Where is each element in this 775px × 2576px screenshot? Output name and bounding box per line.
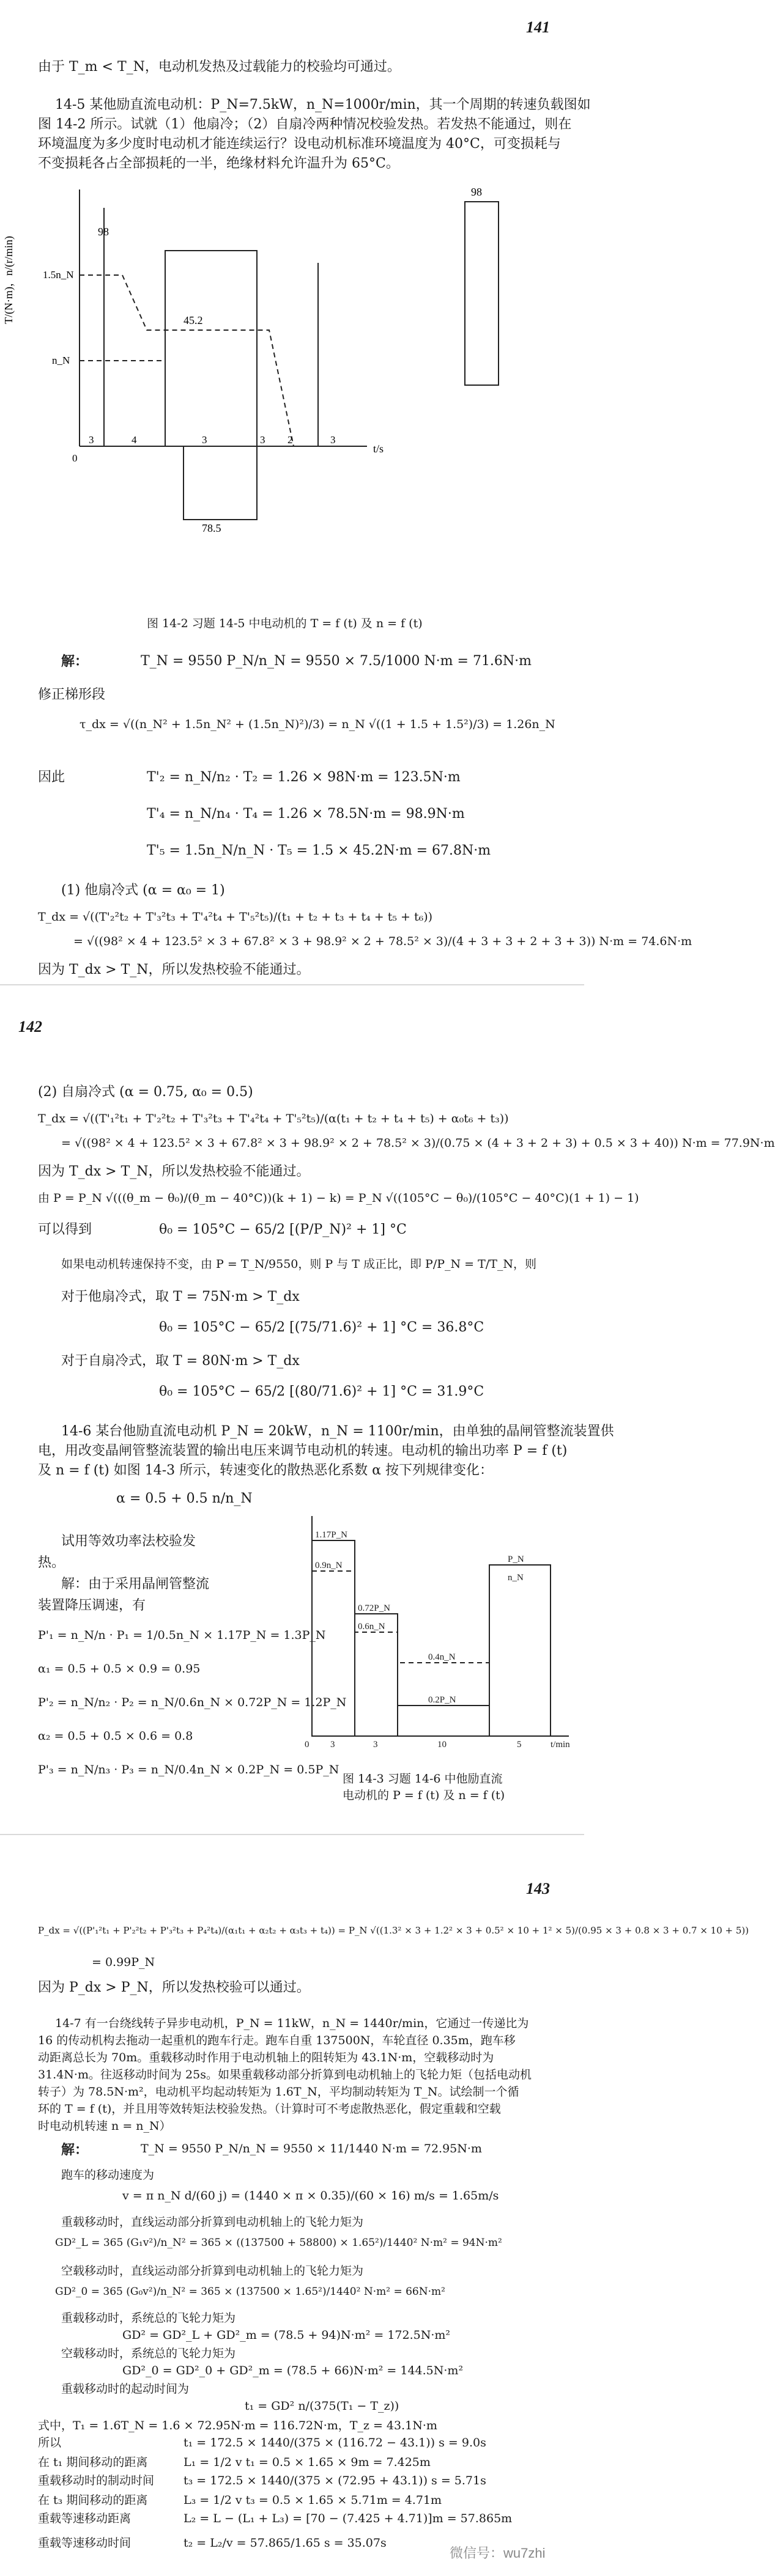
interval-label: 3: [202, 434, 207, 446]
formula: P'₂ = n_N/n₂ · P₂ = n_N/0.6n_N × 0.72P_N = 1.2P_N: [38, 1696, 347, 1709]
speed-label: n_N: [508, 1573, 524, 1583]
formula: α = 0.5 + 0.5 n/n_N: [116, 1491, 253, 1506]
page-number-143: 143: [526, 1880, 550, 1897]
figure-14-2: [0, 177, 584, 617]
text-line: 重载移动时的起动时间为: [61, 2382, 190, 2396]
text-line: 装置降压调速，有: [38, 1598, 146, 1613]
text-line: 由于 T_m < T_N，电动机发热及过载能力的校验均可通过。: [38, 59, 401, 75]
formula: P_dx = √((P'₁²t₁ + P'₂²t₂ + P'₃²t₃ + P₄²t₄)/(α₁t₁ + α₂t₂ + α₃t₃ + t₄)) = P_N √((1.3² × 3 + 1.2² × 3 + 0.5² × 10 + 1² × 5)/(0.95 × 3 + 0.8 × 3 + 0.7 × 10 + 5)): [38, 1925, 749, 1936]
formula: t₁ = GD² n/(375(T₁ − T_z)): [245, 2399, 399, 2413]
formula: t₁ = 172.5 × 1440/(375 × (116.72 − 43.1)) s = 9.0s: [184, 2436, 486, 2449]
text-line: 重载等速移动距离: [38, 2512, 132, 2525]
text-line: 因为 T_dx > T_N，所以发热校验不能通过。: [38, 1164, 310, 1179]
text-line: (1) 他扇冷式 (α = α₀ = 1): [61, 883, 225, 898]
speed-label: 0.6n_N: [358, 1622, 385, 1632]
text-line: 重载等速移动时间: [38, 2536, 132, 2550]
formula: T_dx = √((T'₂²t₂ + T'₃²t₃ + T'₄²t₄ + T'₅²t₅)/(t₁ + t₂ + t₃ + t₄ + t₅ + t₆)): [38, 910, 433, 924]
solution-label: 解：: [61, 653, 89, 669]
formula: v = π n_N d/(60 j) = (1440 × π × 0.35)/(60 × 16) m/s = 1.65m/s: [122, 2189, 499, 2202]
value-label: 45.2: [184, 314, 203, 326]
text-line: 所以: [38, 2436, 62, 2449]
text-line: 式中，T₁ = 1.6T_N = 1.6 × 72.95N·m = 116.72N·m，T_z = 43.1N·m: [38, 2419, 437, 2432]
value-label: 0.2P_N: [428, 1695, 456, 1705]
x-axis-label: t/s: [373, 443, 384, 455]
formula: T_N = 9550 P_N/n_N = 9550 × 11/1440 N·m = 72.95N·m: [141, 2142, 482, 2155]
text-line: 试用等效功率法校验发: [61, 1534, 196, 1549]
text-line: 修正梯形段: [38, 687, 106, 702]
problem-14-7-text: 动距离总长为 70m。重载移动时作用于电动机轴上的阻转矩为 43.1N·m，空载移动时为: [38, 2051, 494, 2064]
value-label: 98: [471, 186, 482, 198]
text-line: 空载移动时，直线运动部分折算到电动机轴上的飞轮力矩为: [61, 2264, 364, 2278]
formula: L₂ = L − (L₁ + L₃) = [70 − (7.425 + 4.71)]m = 57.865m: [184, 2512, 513, 2525]
formula: τ_dx = √((n_N² + 1.5n_N² + (1.5n_N)²)/3) = n_N √((1 + 1.5 + 1.5²)/3) = 1.26n_N: [80, 718, 555, 731]
text-line: 解：由于采用晶闸管整流: [61, 1577, 210, 1592]
interval-label: 10: [437, 1740, 447, 1750]
interval-label: 3: [373, 1740, 378, 1750]
interval-label: 3: [330, 1740, 335, 1750]
speed-label: n_N: [52, 355, 70, 366]
watermark: 微信号：wu7zhi: [450, 2545, 546, 2561]
formula: α₂ = 0.5 + 0.5 × 0.6 = 0.8: [38, 1729, 193, 1743]
interval-label: 5: [517, 1740, 522, 1750]
value-label: 1.17P_N: [315, 1530, 347, 1540]
speed-label: 1.5n_N: [43, 269, 74, 281]
formula: T'₂ = n_N/n₂ · T₂ = 1.26 × 98N·m = 123.5N·m: [147, 770, 461, 785]
page-number-141: 141: [526, 18, 550, 36]
text-line: (2) 自扇冷式 (α = 0.75, α₀ = 0.5): [38, 1084, 253, 1100]
formula: T'₅ = 1.5n_N/n_N · T₅ = 1.5 × 45.2N·m = 67.8N·m: [147, 843, 491, 858]
solution-label: 解：: [61, 2142, 89, 2158]
interval-label: 3: [89, 434, 94, 446]
problem-14-5-text: 14-5 某他励直流电动机：P_N=7.5kW，n_N=1000r/min，其一个周期的转速负载图如: [55, 97, 591, 112]
text-line: 在 t₃ 期间移动的距离: [38, 2493, 148, 2507]
problem-14-6-text: 电，用改变晶闸管整流装置的输出电压来调节电动机的转速。电动机的输出功率 P = f (t): [38, 1443, 568, 1459]
interval-label: 3: [330, 434, 336, 446]
formula: P'₁ = n_N/n · P₁ = 1/0.5n_N × 1.17P_N = 1.3P_N: [38, 1628, 326, 1642]
formula: θ₀ = 105°C − 65/2 [(75/71.6)² + 1] °C = 36.8°C: [159, 1320, 484, 1335]
problem-14-7-text: 31.4N·m。往返移动时间为 25s。如果重载移动部分折算到电动机轴上的飞轮力矩（包括电动机: [38, 2068, 532, 2081]
page-separator: [0, 1834, 584, 1835]
speed-label: 0.4n_N: [428, 1652, 456, 1662]
text-line: 因为 T_dx > T_N，所以发热校验不能通过。: [38, 962, 310, 977]
text-line: 对于他扇冷式，取 T = 75N·m > T_dx: [61, 1289, 300, 1305]
formula: = 0.99P_N: [92, 1956, 155, 1969]
formula: GD²_0 = 365 (G₀v²)/n_N² = 365 × (137500 × 1.65²)/1440² N·m² = 66N·m²: [55, 2286, 445, 2298]
formula: L₃ = 1/2 v t₃ = 0.5 × 1.65 × 5.71m = 4.71m: [184, 2493, 442, 2507]
interval-label: 4: [132, 434, 137, 446]
origin-label: 0: [305, 1740, 310, 1750]
text-line: 可以得到: [38, 1222, 92, 1237]
problem-14-7-text: 转子）为 78.5N·m²，电动机平均起动转矩为 1.6T_N，平均制动转矩为 T_N。试绘制一个循: [38, 2085, 519, 2099]
text-line: 热。: [38, 1555, 65, 1570]
formula: 由 P = P_N √(((θ_m − θ₀)/(θ_m − 40°C))(k + 1) − k) = P_N √((105°C − θ₀)/(105°C − 40°C)(1 + 1) − 1): [38, 1191, 639, 1205]
text-line: 空载移动时，系统总的飞轮力矩为: [61, 2347, 236, 2360]
figure-14-3: [287, 1504, 581, 1761]
page-separator: [0, 984, 584, 985]
problem-14-7-text: 14-7 有一台绕线转子异步电动机，P_N = 11kW，n_N = 1440r/min，它通过一传递比为: [55, 2017, 529, 2030]
formula: T_N = 9550 P_N/n_N = 9550 × 7.5/1000 N·m = 71.6N·m: [141, 653, 532, 669]
problem-14-5-text: 不变损耗各占全部损耗的一半，绝缘材料允许温升为 65°C。: [38, 156, 399, 171]
formula: L₁ = 1/2 v t₁ = 0.5 × 1.65 × 9m = 7.425m: [184, 2456, 431, 2469]
figure-caption: 图 14-3 习题 14-6 中他励直流: [343, 1772, 503, 1786]
value-label: 0.72P_N: [358, 1603, 390, 1613]
text-line: 重载移动时的制动时间: [38, 2474, 155, 2487]
problem-14-7-text: 时电动机转速 n = n_N）: [38, 2119, 171, 2133]
text-line: 因此: [38, 770, 65, 785]
page-number-142: 142: [18, 1018, 42, 1036]
formula: P'₃ = n_N/n₃ · P₃ = n_N/0.4n_N × 0.2P_N = 0.5P_N: [38, 1763, 339, 1776]
value-label: 98: [98, 226, 109, 238]
text-line: 重载移动时，系统总的飞轮力矩为: [61, 2311, 236, 2325]
problem-14-7-text: 16 的传动机构去拖动一起重机的跑车行走。跑车自重 137500N，车轮直径 0.35m，跑车移: [38, 2034, 516, 2047]
formula: θ₀ = 105°C − 65/2 [(80/71.6)² + 1] °C = 31.9°C: [159, 1384, 484, 1399]
formula: = √((98² × 4 + 123.5² × 3 + 67.8² × 3 + 98.9² × 2 + 78.5² × 3)/(0.75 × (4 + 3 + 2 + 3) + 0.5 × 3 + 40)) N·m = 77.9N·m: [61, 1136, 775, 1150]
text-line: 对于自扇冷式，取 T = 80N·m > T_dx: [61, 1353, 300, 1369]
problem-14-5-text: 环境温度为多少度时电动机才能连续运行？设电动机标准环境温度为 40°C，可变损耗与: [38, 136, 561, 152]
value-label: P_N: [508, 1555, 524, 1564]
problem-14-6-text: 14-6 某台他励直流电动机 P_N = 20kW，n_N = 1100r/min，由单独的晶闸管整流装置供: [61, 1424, 614, 1439]
formula: GD² = GD²_L + GD²_m = (78.5 + 94)N·m² = 172.5N·m²: [122, 2328, 451, 2342]
problem-14-7-text: 环的 T = f (t)，并且用等效转矩法校验发热。（计算时可不考虑散热恶化，假定重载和空载: [38, 2102, 501, 2116]
text-line: 在 t₁ 期间移动的距离: [38, 2456, 148, 2469]
text-line: 如果电动机转速保持不变，由 P = T_N/9550，则 P 与 T 成正比，即 P/P_N = T/T_N，则: [61, 1257, 536, 1271]
text-line: 因为 P_dx > P_N，所以发热校验可以通过。: [38, 1980, 310, 1995]
interval-label: 3: [260, 434, 265, 446]
formula: = √((98² × 4 + 123.5² × 3 + 67.8² × 3 + 98.9² × 2 + 78.5² × 3)/(4 + 3 + 3 + 2 + 3 + 3)) N·m = 74.6N·m: [73, 935, 692, 948]
origin-label: 0: [72, 452, 78, 464]
interval-label: 2: [287, 434, 293, 446]
formula: θ₀ = 105°C − 65/2 [(P/P_N)² + 1] °C: [159, 1222, 407, 1237]
problem-14-5-text: 图 14-2 所示。试就（1）他扇冷；（2）自扇冷两种情况校验发热。若发热不能通过，则在: [38, 117, 572, 132]
y-axis-label: T/(N·m)，n/(r/min): [2, 236, 15, 324]
text-line: 跑车的移动速度为: [61, 2168, 155, 2182]
formula: GD²_0 = GD²_0 + GD²_m = (78.5 + 66)N·m² = 144.5N·m²: [122, 2364, 464, 2377]
text-line: 重载移动时，直线运动部分折算到电动机轴上的飞轮力矩为: [61, 2215, 364, 2229]
value-label: 78.5: [202, 522, 221, 534]
speed-label: 0.9n_N: [315, 1561, 343, 1570]
problem-14-6-text: 及 n = f (t) 如图 14-3 所示，转速变化的散热恶化系数 α 按下列规律变化：: [38, 1463, 493, 1478]
formula: t₃ = 172.5 × 1440/(375 × (72.95 + 43.1)) s = 5.71s: [184, 2474, 486, 2487]
figure-caption: 电动机的 P = f (t) 及 n = f (t): [343, 1789, 505, 1802]
formula: GD²_L = 365 (G₁v²)/n_N² = 365 × ((137500 + 58800) × 1.65²)/1440² N·m² = 94N·m²: [55, 2237, 502, 2249]
formula: t₂ = L₂/v = 57.865/1.65 s = 35.07s: [184, 2536, 387, 2550]
axis-label: t/min: [551, 1740, 570, 1750]
formula: T'₄ = n_N/n₄ · T₄ = 1.26 × 78.5N·m = 98.9N·m: [147, 806, 465, 822]
formula: α₁ = 0.5 + 0.5 × 0.9 = 0.95: [38, 1662, 201, 1676]
formula: T_dx = √((T'₁²t₁ + T'₂²t₂ + T'₃²t₃ + T'₄²t₄ + T'₅²t₅)/(α(t₁ + t₂ + t₄ + t₅) + α₀t₆ + t₃)): [38, 1112, 509, 1125]
figure-caption: 图 14-2 习题 14-5 中电动机的 T = f (t) 及 n = f (t): [147, 617, 423, 630]
